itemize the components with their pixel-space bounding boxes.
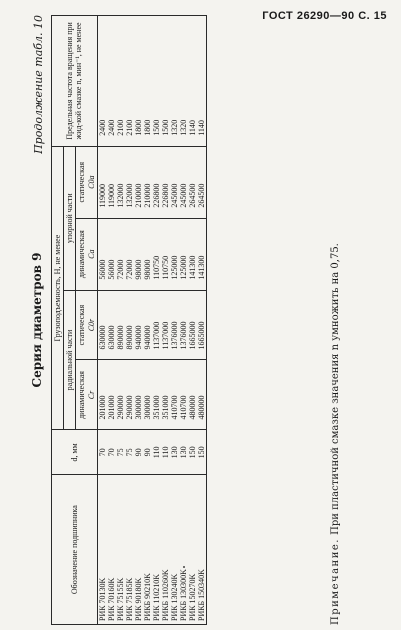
table-cell: 72000 bbox=[116, 218, 125, 290]
col-radial: радиальной части bbox=[64, 290, 76, 430]
table-cell: 210000 bbox=[134, 146, 143, 218]
table-cell: 141300 bbox=[197, 218, 207, 290]
table-cell: 290000 bbox=[116, 360, 125, 430]
designation-suffix: K bbox=[97, 577, 107, 584]
table-cell: 890000 bbox=[116, 290, 125, 360]
table-note bbox=[330, 15, 341, 625]
table-cell: 201000 bbox=[107, 360, 116, 430]
table-row bbox=[179, 16, 188, 625]
table-cell: 141300 bbox=[188, 218, 197, 290]
note-text: При пластичной смазке значения n умножить на 0,75. bbox=[330, 243, 341, 535]
table-row bbox=[161, 16, 170, 625]
col-load-group: Грузоподъемность, Н, не менее bbox=[52, 146, 64, 430]
designation-suffix: K bbox=[142, 573, 152, 579]
table-cell: 480000 bbox=[188, 360, 197, 430]
table-cell: 1137000 bbox=[161, 290, 170, 360]
table-cell: РИК 150270K bbox=[188, 475, 197, 625]
table-cell: 98000 bbox=[143, 218, 152, 290]
designation-suffix: K bbox=[133, 577, 143, 584]
table-cell: 2400 bbox=[107, 16, 116, 147]
table-cell: РИКБ 110260K bbox=[161, 475, 170, 625]
table-cell: РИК 75155K bbox=[116, 475, 125, 625]
table-row bbox=[107, 16, 116, 625]
table-cell: 201000 bbox=[97, 360, 107, 430]
table-cell: 940000 bbox=[134, 290, 143, 360]
table-cell: РИК 75185K bbox=[125, 475, 134, 625]
table-cell: 130 bbox=[179, 430, 188, 475]
designation-suffix: K bbox=[115, 577, 125, 584]
table-row bbox=[125, 16, 134, 625]
table-cell: 1500 bbox=[161, 16, 170, 147]
table-row bbox=[197, 16, 207, 625]
table-cell: 90 bbox=[134, 430, 143, 475]
table-cell: 1140 bbox=[188, 16, 197, 147]
table-cell: РИК 130240K bbox=[170, 475, 179, 625]
table-cell: 1800 bbox=[143, 16, 152, 147]
table-cell: 630000 bbox=[97, 290, 107, 360]
table-cell: 264500 bbox=[188, 146, 197, 218]
table-row bbox=[97, 16, 107, 625]
designation-suffix: K bbox=[188, 573, 198, 580]
table-cell: 1665000 bbox=[197, 290, 207, 360]
table-row bbox=[143, 16, 152, 625]
table-cell: 1320 bbox=[179, 16, 188, 147]
table-cell: 410700 bbox=[170, 360, 179, 430]
continuation-label: Продолжение табл. 10 bbox=[32, 15, 45, 154]
table-cell: 119000 bbox=[97, 146, 107, 218]
table-cell: РИК 70160K bbox=[107, 475, 116, 625]
table-cell: 1320 bbox=[170, 16, 179, 147]
col-d: d, мм bbox=[52, 430, 98, 475]
col-speed: Предельная частота вращения при жид-кой смазке n, мин⁻¹, не менее bbox=[52, 16, 98, 147]
col-designation: Обозначение подшипника bbox=[52, 475, 98, 625]
table-cell: 1800 bbox=[134, 16, 143, 147]
designation-suffix: K bbox=[179, 569, 189, 575]
table-cell: 2400 bbox=[97, 16, 107, 147]
table-cell: 70 bbox=[107, 430, 116, 475]
table-cell: 245000 bbox=[179, 146, 188, 218]
designation-suffix: K bbox=[106, 577, 116, 584]
table-cell: 98000 bbox=[134, 218, 143, 290]
table-cell: 119000 bbox=[107, 146, 116, 218]
table-cell: 940000 bbox=[143, 290, 152, 360]
designation-suffix: K bbox=[197, 569, 207, 575]
table-cell: 150 bbox=[188, 430, 197, 475]
table-cell: 110 bbox=[161, 430, 170, 475]
table-cell: 1376000 bbox=[179, 290, 188, 360]
table-cell: 132000 bbox=[125, 146, 134, 218]
table-cell: 75 bbox=[116, 430, 125, 475]
table-cell: 110750 bbox=[152, 218, 161, 290]
table-cell: 480000 bbox=[197, 360, 207, 430]
table-row bbox=[188, 16, 197, 625]
table-cell: РИКБ 90210K bbox=[143, 475, 152, 625]
table-row bbox=[116, 16, 125, 625]
table-row bbox=[170, 16, 179, 625]
table-cell: 130 bbox=[170, 430, 179, 475]
table-cell: 890000 bbox=[125, 290, 134, 360]
designation-suffix: K bbox=[151, 573, 161, 580]
table-cell: 300000 bbox=[143, 360, 152, 430]
table-cell: 351000 bbox=[152, 360, 161, 430]
col-stat-r: статическая C0r bbox=[76, 290, 97, 360]
series-title: Серия диаметров 9 bbox=[30, 252, 44, 388]
table-cell: 630000 bbox=[107, 290, 116, 360]
table-cell: 300000 bbox=[134, 360, 143, 430]
table-cell: 410700 bbox=[179, 360, 188, 430]
table-cell: 226800 bbox=[152, 146, 161, 218]
table-cell: РИК 90180K bbox=[134, 475, 143, 625]
table-cell: РИКБ 150340K bbox=[197, 475, 207, 625]
table-cell: 1140 bbox=[197, 16, 207, 147]
table-cell: 90 bbox=[143, 430, 152, 475]
table-cell: РИК 110210K bbox=[152, 475, 161, 625]
designation-suffix: K bbox=[170, 573, 179, 580]
table-cell: 1665000 bbox=[188, 290, 197, 360]
table-cell: 75 bbox=[125, 430, 134, 475]
table-cell: 2100 bbox=[125, 16, 134, 147]
table-cell: 2100 bbox=[116, 16, 125, 147]
table-cell: 72000 bbox=[125, 218, 134, 290]
table-cell: 210000 bbox=[143, 146, 152, 218]
col-stat-a: статическая C0a bbox=[76, 146, 97, 218]
designation-suffix: K bbox=[160, 569, 170, 576]
table-cell: 70 bbox=[97, 430, 107, 475]
table-cell: 351000 bbox=[161, 360, 170, 430]
table-cell: 245000 bbox=[170, 146, 179, 218]
table-cell: 226800 bbox=[161, 146, 170, 218]
table-cell: 264500 bbox=[197, 146, 207, 218]
rotated-table-block bbox=[30, 15, 370, 625]
note-label: Примечание. bbox=[330, 538, 341, 625]
table-cell: РИКБ 130300K bbox=[179, 475, 188, 625]
table-body bbox=[97, 16, 206, 625]
table-cell: 56000 bbox=[107, 218, 116, 290]
col-dyn-a: динамическая Ca bbox=[76, 218, 97, 290]
table-cell: 110 bbox=[152, 430, 161, 475]
table-cell: 110750 bbox=[161, 218, 170, 290]
col-dyn-r: динамическая Cr bbox=[76, 360, 97, 430]
table-cell: 125000 bbox=[179, 218, 188, 290]
designation-suffix: K bbox=[124, 577, 134, 584]
bearing-table bbox=[51, 15, 207, 625]
table-cell: 132000 bbox=[116, 146, 125, 218]
table-cell: РИК 70130K bbox=[97, 475, 107, 625]
page-header: ГОСТ 26290—90 С. 15 bbox=[262, 10, 387, 22]
table-cell: 1500 bbox=[152, 16, 161, 147]
table-cell: 150 bbox=[197, 430, 207, 475]
table-cell: 56000 bbox=[97, 218, 107, 290]
table-cell: 1137000 bbox=[152, 290, 161, 360]
table-row bbox=[134, 16, 143, 625]
table-cell: 1376000 bbox=[170, 290, 179, 360]
col-thrust: упорной части bbox=[64, 146, 76, 290]
table-cell: 290000 bbox=[125, 360, 134, 430]
stray-mark bbox=[183, 566, 185, 568]
table-row bbox=[152, 16, 161, 625]
table-cell: 125000 bbox=[170, 218, 179, 290]
